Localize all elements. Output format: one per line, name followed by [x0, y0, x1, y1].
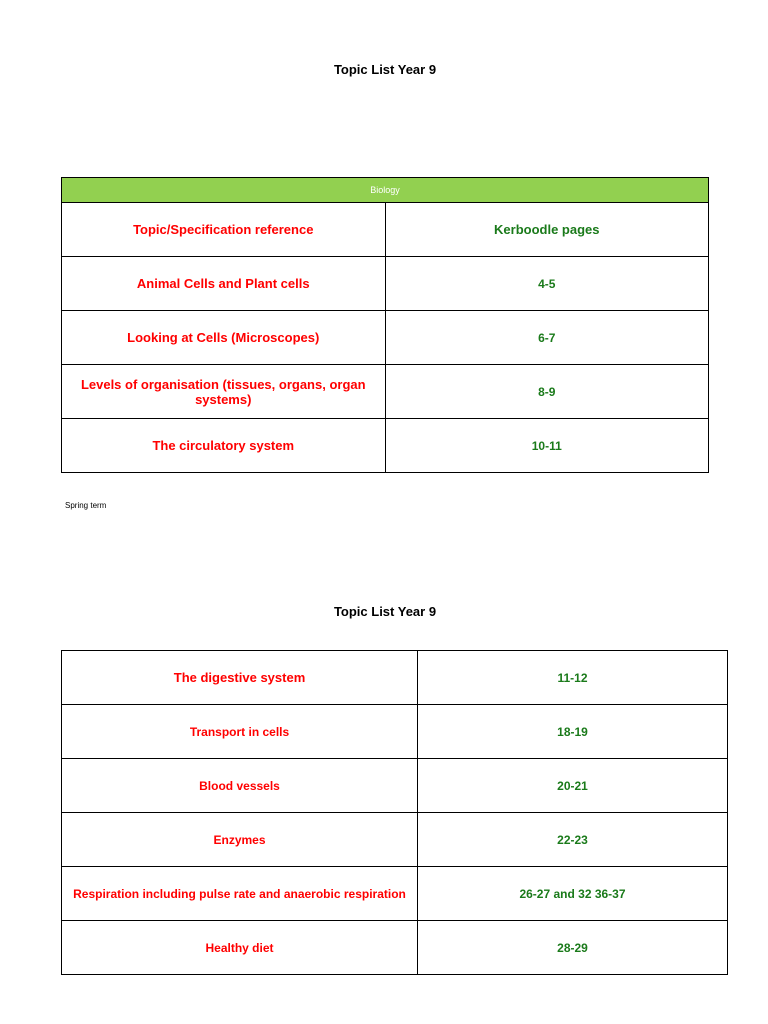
subject-header-row — [62, 178, 709, 203]
topic-cell: Looking at Cells (Microscopes) — [62, 311, 386, 365]
term-note: Spring term — [65, 501, 107, 510]
table-row — [62, 651, 728, 705]
topic-cell: Enzymes — [62, 813, 418, 867]
topic-cell: Respiration including pulse rate and anaerobic respiration — [62, 867, 418, 921]
table-row — [62, 365, 709, 419]
pages-cell: 20-21 — [418, 759, 728, 813]
topic-cell: Blood vessels — [62, 759, 418, 813]
page-title: Topic List Year 9 — [333, 604, 437, 619]
pages-cell: 4-5 — [385, 257, 709, 311]
column-header-topic: Topic/Specification reference — [62, 203, 386, 257]
topic-cell: Transport in cells — [62, 705, 418, 759]
table-row — [62, 921, 728, 975]
column-header-row — [62, 203, 709, 257]
biology-topic-table — [61, 177, 709, 473]
table-row — [62, 705, 728, 759]
table-row — [62, 311, 709, 365]
topic-cell: Levels of organisation (tissues, organs, organ systems) — [62, 365, 386, 419]
topic-cell: The digestive system — [62, 651, 418, 705]
topic-cell: Animal Cells and Plant cells — [62, 257, 386, 311]
subject-band: Biology — [62, 178, 709, 203]
pages-cell: 6-7 — [385, 311, 709, 365]
page-title: Topic List Year 9 — [333, 62, 437, 77]
pages-cell: 28-29 — [418, 921, 728, 975]
table-row — [62, 419, 709, 473]
pages-cell: 10-11 — [385, 419, 709, 473]
pages-cell: 18-19 — [418, 705, 728, 759]
table-row — [62, 759, 728, 813]
table-row — [62, 257, 709, 311]
pages-cell: 11-12 — [418, 651, 728, 705]
spring-topic-table — [61, 650, 728, 975]
table-row — [62, 813, 728, 867]
column-header-pages: Kerboodle pages — [385, 203, 709, 257]
pages-cell: 8-9 — [385, 365, 709, 419]
topic-cell: The circulatory system — [62, 419, 386, 473]
table-row — [62, 867, 728, 921]
pages-cell: 22-23 — [418, 813, 728, 867]
topic-cell: Healthy diet — [62, 921, 418, 975]
pages-cell: 26-27 and 32 36-37 — [418, 867, 728, 921]
